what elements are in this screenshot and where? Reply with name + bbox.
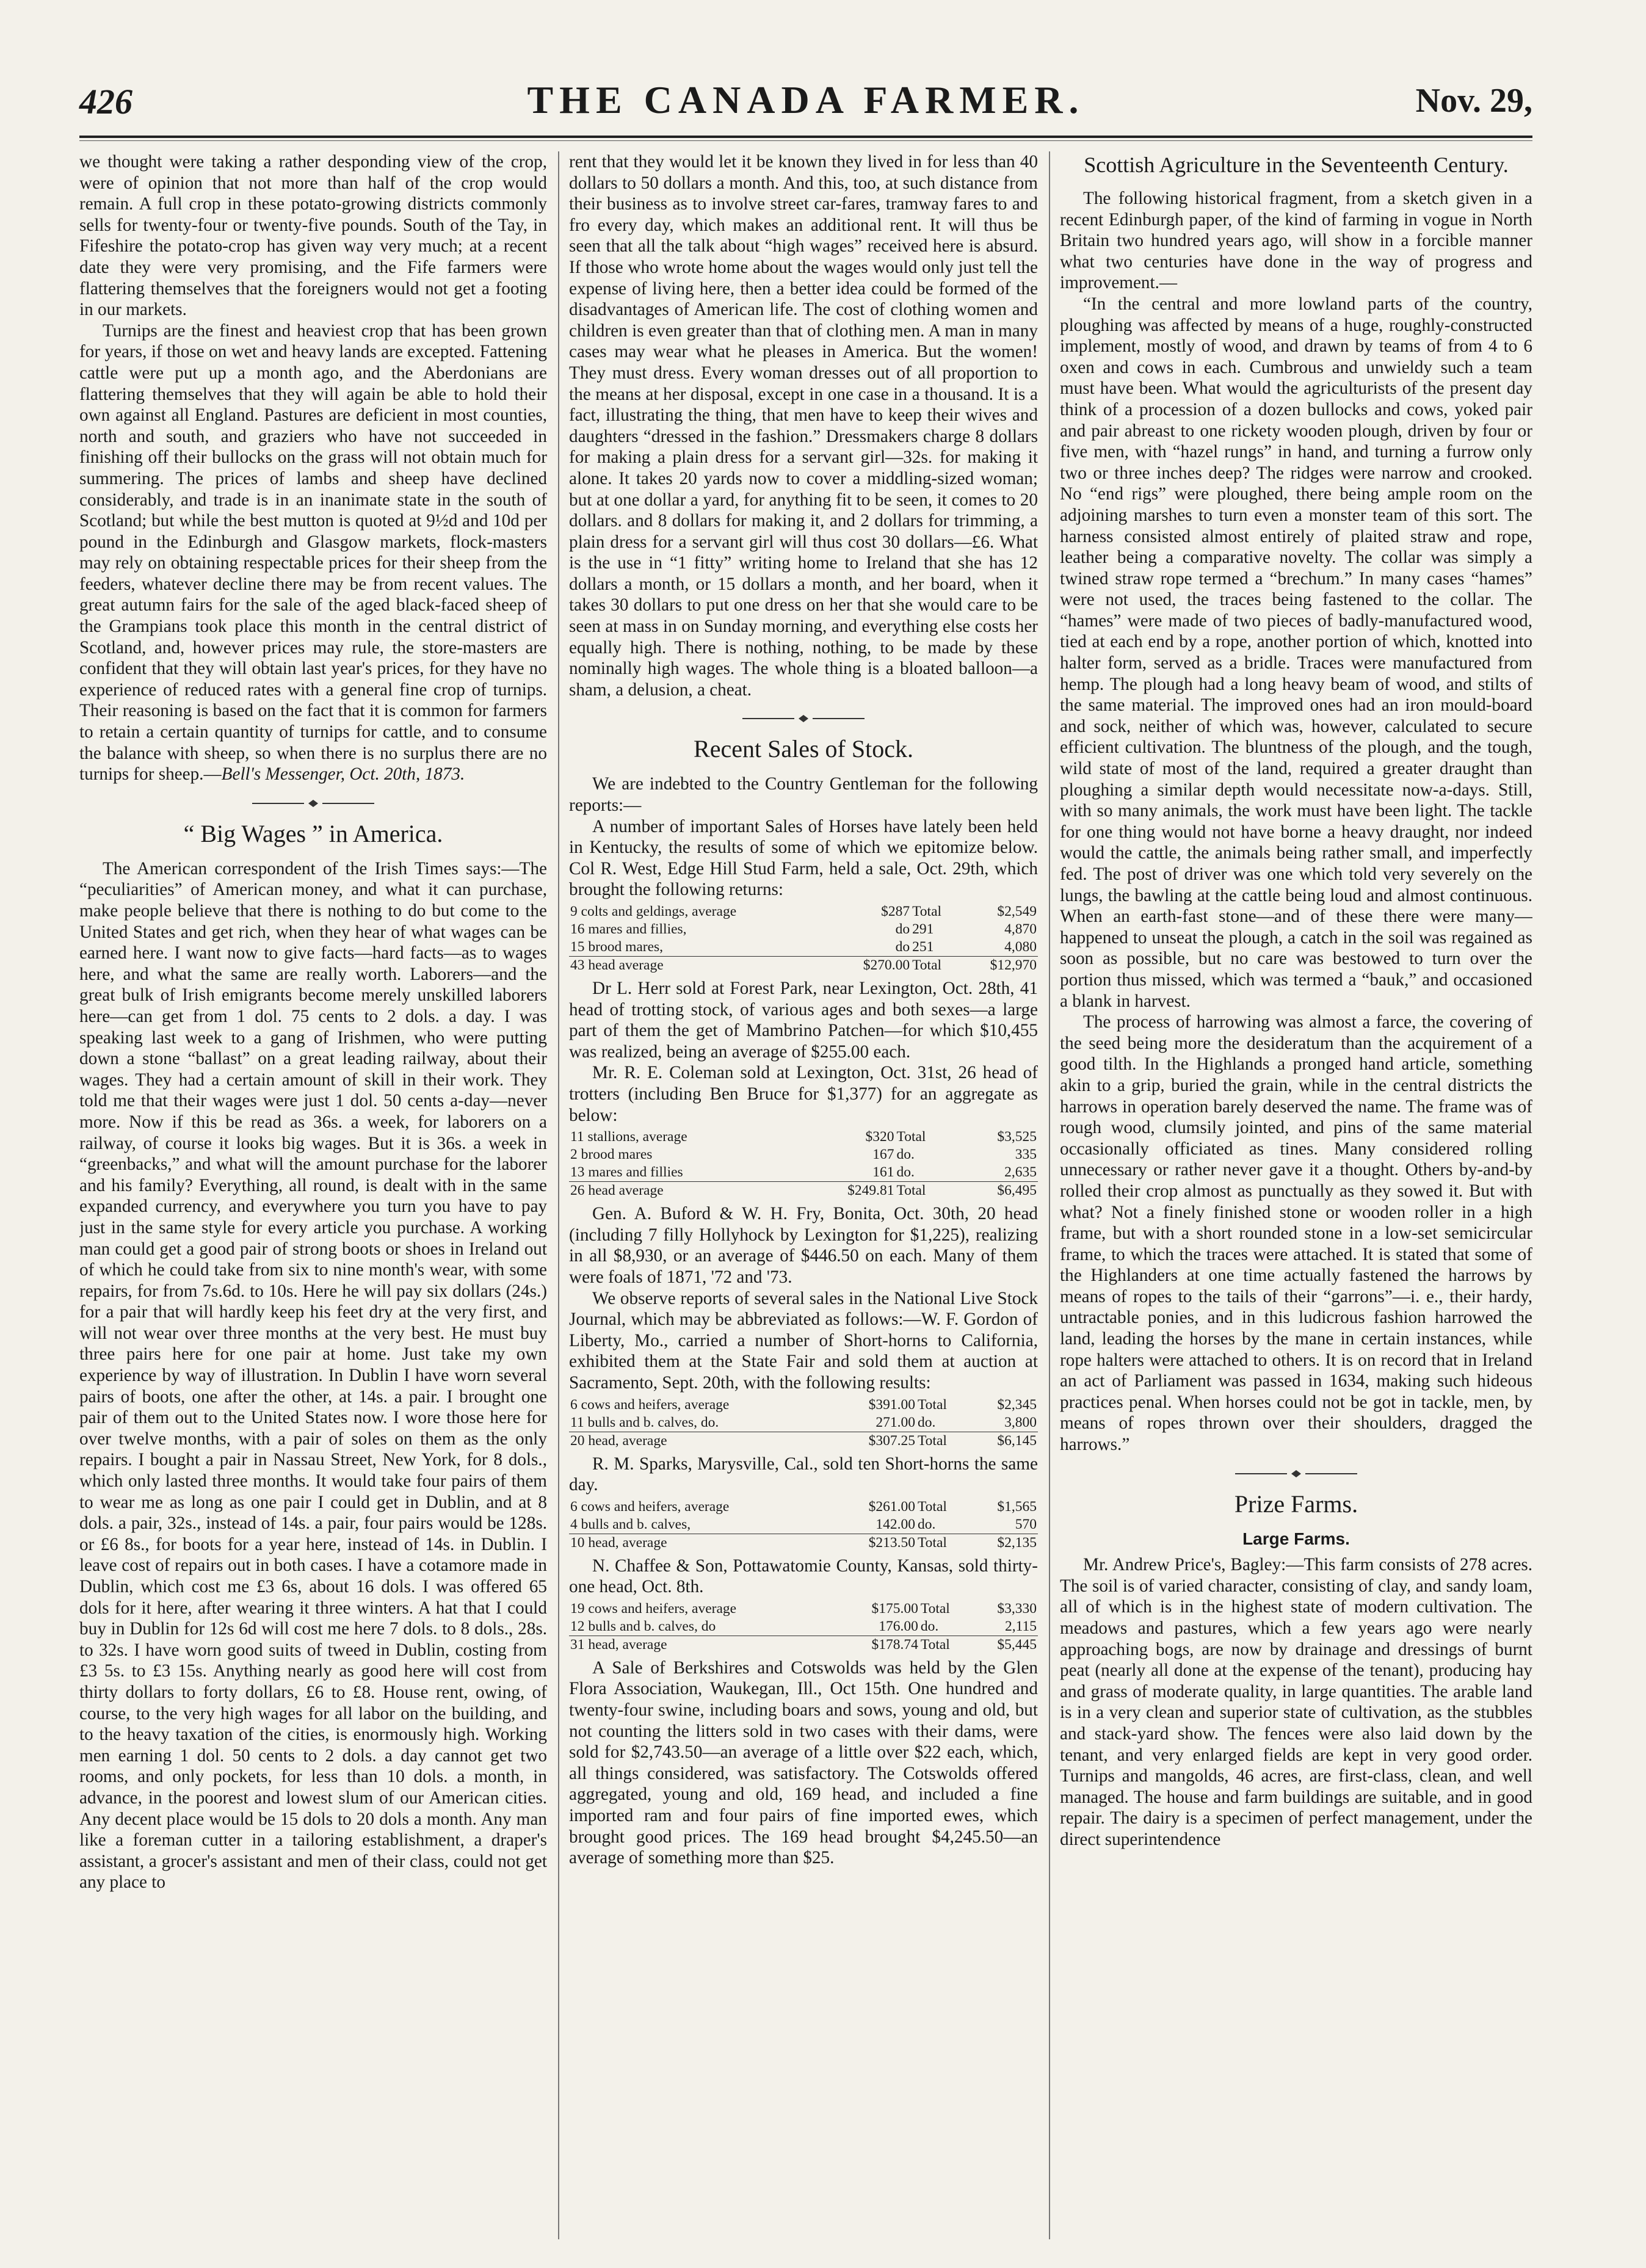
table-cell: $270.00 <box>834 957 911 975</box>
table-cell: 142.00 <box>876 1516 915 1532</box>
paragraph: Mr. Andrew Price's, Bagley:—This farm consists of 278 acres. The soil is of varied character, consisting of clay, and sandy loam, all of which is in the highest state of modern cultivation. The meadows and pastures, which a few years ago were nearly approaching bogs, are now by drainage and dressings of burnt peat (nearly all done at the expense of the tenant), producing hay and grass of moderate quality, in large quantities. The arable land is in a very clean and superior state of cultivation, as the stubbles and stack-yard show. The fences were also laid down by the tenant, and very enlarged fields are kept in very good order. Turnips and mangolds, 46 acres, are first-class, clean, and well managed. The house and farm buildings are suitable, and in good repair. The dairy is a specimen of perfect management, under the direct superintendence <box>1060 1555 1532 1849</box>
table-cell: 176.00 <box>879 1618 918 1634</box>
table-cell: 570 <box>1015 1516 1037 1532</box>
paragraph: The American correspondent of the Irish Times says:—The “peculiarities” of American money, and what it can purchase, make people believe that there is nothing to do but come to the United States and get rich, when they hear of what wages can be earned here. I want now to give facts—hard facts—as to wages here, and what the same are really worth. Laborers—and the great bulk of Irish emigrants become merely unskilled laborers here—can get from 1 dol. 75 cents to 2 dols. a day. I was speaking last week to a gang of Irishmen, who were putting down a stone “ballast” on a great leading railway, about their wages. They had a certain amount of skill in their work. They told me that their wages were just 1 dol. 50 cents a-day—never more. Now if this be read as 36s. a week, for laborers on a railway, of course it looks big wages. But it is 36s. a week in “greenbacks,” and what will the amount purchase for the laborer and his family? Everything, all round, is dealt with in the same expanded currency, and everywhere you turn you have to pay just in the same style for every article you purchase. A working man could get a good pair of strong boots or shoes in Ireland out of which he could take from six to nine month's wear, with some repairs, for from 7s.6d. to 10s. Here he will pay six dollars (24s.) for a pair that will hardly keep his feet dry at the very first, and will not wear over three months at the very best. He must buy three pairs here for one pair at home. Just take my own experience by way of illustration. In Dublin I have worn several pairs of boots, one after the other, at 14s. a pair. I brought one pair of them out to the United States now. I wore those here for over twelve months, with a pair of soles on them as the only repairs. I bought a pair in Nassau Street, New York, for 8 dols., which only lasted three months. It would take four pairs of them to wear me as long as one pair I could get in Dublin, and at 8 dols. a pair, 32s., instead of 14s. a pair, four pairs would be 128s. or £6 8s., for boots for a year here, instead of 14s. in Dublin. I leave cost of repairs out in both cases. I have a cotamore made in Dublin, which cost me £3 6s, about 16 dols. I was offered 65 dols for it here, after wearing it three winters. A hat that I could buy in Dublin for 12s 6d will cost me here 7 dols. to 8 dols., 28s. to 32s. I have worn good suits of tweed in Dublin, costing from £3 5s. to £3 15s. Anything nearly as good here will cost from thirty dollars to forty dollars, £6 to £8. House rent, owing, of course, to the very high wages for all labor on the building, and to the heavy taxation of the cities, is enormously high. Working men earning 1 dol. 50 cents to 2 dols. a day cannot get two rooms, and only pockets, for less than 10 dols. a month, in advance, in the poorest and lowest slum of our American cities. Any decent place would be 15 dols to 20 dols a month. Any man like a foreman cutter in a tailoring establishment, a draper's assistant, a grocer's assistant and men of their class, could not get any place to <box>79 858 547 1893</box>
paragraph-text: Turnips are the finest and heaviest crop that has been grown for years, if those on wet and heavy lands are excepted. Fattening cattle were put up a month ago, and the Aberdonians are flattering themselves that they will again be able to hold their own against all England. Pastures are deficient in most counties, north and south, and graziers who have not succeeded in finishing off their bullocks on the grass will not obtain much for summering. The prices of lambs and sheep have declined considerably, and trade is in an inanimate state in the south of Scotland; but while the best mutton is quoted at 9½d and 10d per pound in the Edinburgh and Glasgow markets, flock-masters may rely on obtaining respectable prices for their sheep from the feeders, whatever decline there may be from recent values. The great autumn fairs for the sale of the aged black-faced sheep of the Grampians took place this month in the central district of Scotland, and, however prices may rule, the store-masters are confident that they will obtain last year's prices, for they have no experience of reduced rates with a general fine crop of turnips. Their reasoning is based on the fact that it is common for farmers to retain a certain quantity of turnips for cattle, and to consume the balance with sheep, so when there is no surplus there are no turnips for sheep.— <box>79 321 547 784</box>
paragraph: Mr. R. E. Coleman sold at Lexington, Oct. 31st, 26 head of trotters (including Ben Bruce for $1,377) for an aggregate as below: <box>569 1063 1038 1125</box>
sales-table <box>569 1396 1038 1450</box>
table-cell: Total <box>917 1498 947 1515</box>
table-cell: 6 cows and heifers, average <box>570 1498 730 1515</box>
article-subheading: Large Farms. <box>1242 1529 1350 1548</box>
table-cell: 2 brood mares <box>570 1147 653 1163</box>
table-cell: $249.81 <box>800 1182 896 1200</box>
article-heading: “ Big Wages ” in America. <box>183 819 443 847</box>
paragraph: rent that they would let it be known they lived in for less than 40 dollars to 50 dollars a month. And this, too, at such distance from their business as to involve street car-fares, tramway fares to and fro every day, which makes an additional rent. It will thus be seen that all the talk about “high wages” received here is absurd. If those who wrote home about the wages would only just tell the expense of living here, then a better idea could be formed of the disadvantages of American life. The cost of clothing women and children is even greater than that of clothing men. A man in many cases may wear what he pleases in America. But the women! They must dress. Every woman dresses out of all proportion to the means at her disposal, except in one case in a thousand. It is a fact, illustrating the thing, that men have to keep their wives and daughters “dressed in the fashion.” Dressmakers charge 8 dollars for making a plain dress for a servant girl—32s. for making it alone. It takes 20 yards now to cover a middling-sized woman; but at one dollar a yard, for anything fit to be seen, it comes to 20 dollars. and 8 dollars for making it, and 2 dollars for trimming, a plain dress for a servant girl will thus cost 30 dollars—£6. What is the use in “1 fitty” writing home to Ireland that she has 12 dollars a month, or 15 dollars a month, and her board, when it takes 30 dollars to put one dress on her that she would care to be seen at mass in on Sunday morning, and everything else costs her equally high. There is nothing, nothing, to be made by these nominally high wages. The whole thing is a bloated balloon—a sham, a delusion, a cheat. <box>569 152 1038 700</box>
table-cell: Total <box>911 957 961 975</box>
table-cell: $307.25 <box>835 1432 916 1450</box>
table-cell: 20 head, average <box>569 1432 835 1450</box>
paragraph: “In the central and more lowland parts of the country, ploughing was affected by means of a huge, roughly-constructed implement, mostly of wood, and drawn by teams of from 4 to 6 oxen and cows in each. Cumbrous and unwieldy such a team must have been. What would the agriculturists of the present day think of a procession of a dozen bullocks and cows, yoked pair and pair abreast to one rickety wooden plough, driven by four or five men, with “hazel rungs” in hand, and turning a furrow only two or three inches deep? The ridges were narrow and crooked. No “end rigs” were ploughed, there being ample room on the adjoining marshes to turn even a monster team of this sort. The harness consisted almost entirely of plaited straw and rope, leather being a comparative novelty. The collar was simply a twined straw rope termed a “brechum.” In many cases “hames” were not used, the traces being fastened to the collar. The “hames” were made of two pieces of badly-manufactured wood, tied at each end by a rope, another portion of which, knotted into halter form, served as a bridle. Traces were manufactured from hemp. The plough had a long heavy beam of wood, and stilts of the same material. The improved ones had an iron mould-board and sock, neither of which was, however, calculated to secure efficient cultivation. The bluntness of the plough, and the tough, wild state of most of the land, required a greater draught than ploughing a similar depth would necessitate now-a-days. Still, with so many animals, the work must have been light. The tackle for one thing would not have borne a heavy draught, nor indeed would the cattle, the animals being rather small, and imperfectly fed. The post of driver was one which told very severely on the lungs, the bawling at the cattle being loud and almost continuous. When an earth-fast stone—and of these there were many—happened to unseat the plough, a catch in the soil was regained as soon as possible, but no care was bestowed to turn over the portion thus missed, which was termed a “bauk,” and occasioned a blank in harvest. <box>1060 294 1532 1011</box>
paragraph <box>79 321 547 785</box>
table-cell: $5,445 <box>971 1636 1039 1654</box>
table-cell: 3,800 <box>1004 1414 1037 1430</box>
paragraph: We are indebted to the Country Gentleman for the following reports:— <box>569 774 1038 816</box>
header-rule <box>79 136 1532 138</box>
table-cell: 291 <box>912 921 934 937</box>
table-cell: do. <box>896 1147 915 1163</box>
table-cell: 12 bulls and b. calves, do <box>570 1618 716 1634</box>
table-row <box>569 1636 1038 1654</box>
table-cell: $178.74 <box>840 1636 919 1654</box>
table-cell: Total <box>920 1600 950 1617</box>
table-cell: do. <box>896 1164 915 1181</box>
table-cell: $3,330 <box>997 1600 1037 1617</box>
column-divider <box>558 151 559 2239</box>
table-cell: 167 <box>872 1147 894 1163</box>
table-cell: do. <box>920 1618 939 1634</box>
table-cell: $175.00 <box>871 1600 918 1617</box>
source-citation: Bell's Messenger, Oct. 20th, 1873. <box>221 764 465 784</box>
paragraph: N. Chaffee & Son, Pottawatomie County, Kansas, sold thirty-one head, Oct. 8th. <box>569 1556 1038 1597</box>
column-1 <box>79 151 547 2245</box>
table-cell: 2,115 <box>1004 1618 1037 1634</box>
table-row <box>569 1516 1038 1534</box>
table-cell: 251 <box>912 939 934 955</box>
table-cell: 6 cows and heifers, average <box>570 1396 730 1413</box>
table-cell: do <box>895 921 910 937</box>
table-cell: $391.00 <box>868 1396 915 1413</box>
paragraph: Dr L. Herr sold at Forest Park, near Lexington, Oct. 28th, 41 head of trotting stock, of various ages and both sexes—a large part of them the get of Mambrino Patchen—for which $10,455 was realized, being an average of $255.00 each. <box>569 979 1038 1062</box>
table-cell: $287 <box>881 904 910 919</box>
paragraph: A Sale of Berkshires and Cotswolds was held by the Glen Flora Association, Waukegan, Ill., Oct 15th. One hundred and twenty-four swine, including boars and sows, young and old, but not counting the litters sold in two cases with their dams, were sold for $2,743.50—an average of a little over $22 each, which, all things considered, was satisfactory. The Cotswolds offered aggregated, young and old, 169 head, and included a fine imported ram and four pairs of fine imported ewes, which brought good prices. The 169 head brought $4,245.50—an average of something more than $25. <box>569 1658 1038 1868</box>
table-cell: 10 head, average <box>569 1534 835 1552</box>
table-cell: $3,525 <box>997 1129 1037 1145</box>
table-cell: 271.00 <box>876 1414 915 1430</box>
table-cell: 16 mares and fillies, <box>570 921 687 937</box>
table-cell: $2,135 <box>969 1534 1038 1552</box>
sales-table <box>569 1128 1038 1200</box>
table-cell: Total <box>916 1534 969 1552</box>
table-row <box>569 1600 1038 1618</box>
paragraph: We observe reports of several sales in the National Live Stock Journal, which may be abbreviated as follows:—W. F. Gordon of Liberty, Mo., carried a number of Short-horns to California, exhibited them at the State Fair and sold them at auction at Sacramento, Sept. 20th, with the following results: <box>569 1288 1038 1393</box>
table-row <box>569 1534 1038 1552</box>
table-cell: 4 bulls and b. calves, <box>570 1516 691 1532</box>
table-row <box>569 1146 1038 1164</box>
table-cell: $2,345 <box>997 1396 1037 1413</box>
table-cell: 43 head average <box>569 957 834 975</box>
table-cell: Total <box>896 1129 926 1145</box>
table-cell: Total <box>917 1396 947 1413</box>
table-row <box>569 938 1038 957</box>
table-cell: $213.50 <box>835 1534 916 1552</box>
running-header <box>79 76 1532 131</box>
table-row <box>569 957 1038 975</box>
issue-date: Nov. 29, <box>1415 82 1532 120</box>
table-cell: do. <box>917 1414 936 1430</box>
ornament-divider <box>1235 1469 1357 1479</box>
paragraph: we thought were taking a rather desponding view of the crop, were of opinion that not more than half of the crop would remain. A full crop in these potato-growing districts commonly sells for twenty-four or twenty-five pounds. South of the Tay, in Fifeshire the potato-crop has given way very much; at a recent date they were very promising, and the Fife farmers were flattering themselves that the foreigners would not get a footing in our markets. <box>79 152 547 320</box>
table-cell: Total <box>895 1182 957 1200</box>
table-cell: $6,495 <box>957 1182 1038 1200</box>
table-row <box>569 1164 1038 1182</box>
table-row <box>569 1182 1038 1200</box>
sales-table <box>569 1498 1038 1552</box>
table-cell: 19 cows and heifers, average <box>570 1600 737 1617</box>
article-heading: Recent Sales of Stock. <box>694 735 913 763</box>
header-rule-thin <box>79 140 1532 141</box>
column-2 <box>569 151 1038 2245</box>
table-row <box>569 1432 1038 1450</box>
table-cell: 11 bulls and b. calves, do. <box>570 1414 719 1430</box>
table-cell: 2,635 <box>1004 1164 1037 1181</box>
sales-table <box>569 1600 1038 1654</box>
table-cell: 335 <box>1015 1147 1037 1163</box>
paragraph: The following historical fragment, from a sketch given in a recent Edinburgh paper, of the kind of farming in vogue in North Britain two hundred years ago, will show in a forcible manner what two centuries have done in the way of progress and improvement.— <box>1060 189 1532 293</box>
table-cell: 4,870 <box>1004 921 1037 937</box>
table-cell: do <box>895 939 910 955</box>
paragraph: Gen. A. Buford & W. H. Fry, Bonita, Oct. 30th, 20 head (including 7 filly Hollyhock by Lexington for $1,225), realizing in all $8,930, or an average of $446.50 on each. Many of them were foals of 1871, '72 and '73. <box>569 1204 1038 1287</box>
ornament-divider <box>252 799 374 808</box>
table-cell: $12,970 <box>961 957 1038 975</box>
page-number: 426 <box>79 82 132 121</box>
table-cell: $2,549 <box>997 904 1037 919</box>
sales-table <box>569 903 1038 974</box>
table-row <box>569 1414 1038 1432</box>
paragraph: R. M. Sparks, Marysville, Cal., sold ten Short-horns the same day. <box>569 1454 1038 1495</box>
masthead-title: THE CANADA FARMER. <box>527 78 1085 121</box>
table-row <box>569 921 1038 938</box>
table-row <box>569 1128 1038 1146</box>
table-cell: Total <box>919 1636 971 1654</box>
table-cell: Total <box>916 1432 969 1450</box>
paragraph: A number of important Sales of Horses have lately been held in Kentucky, the results of some of which we epitomize below. Col R. West, Edge Hill Stud Farm, held a sale, Oct. 29th, which brought the following returns: <box>569 816 1038 900</box>
table-cell: 11 stallions, average <box>570 1129 687 1145</box>
table-cell: 31 head, average <box>569 1636 840 1654</box>
table-row <box>569 1618 1038 1636</box>
article-heading: Prize Farms. <box>1234 1490 1358 1518</box>
table-cell: 26 head average <box>569 1182 800 1200</box>
table-cell: Total <box>912 904 942 919</box>
table-cell: 4,080 <box>1004 939 1037 955</box>
paragraph: The process of harrowing was almost a farce, the covering of the seed being more the desideratum than the acquirement of a good tilth. In the Highlands a pronged hand article, something akin to a grip, buried the grain, while in the central districts the harrows in operation barely deserved the name. The frame was of rough wood, clumsily jointed, and pins of the same material occasionally officiated as tines. Many considered rolling unnecessary or rather never gave it a thought. Others by-and-by rolled their crop almost as punctually as they sowed it. But with what? Not a finely finished stone or wooden roller in a high frame, but with a short rounded stone in a low-set semicircular frame, to which the traces were attached. It is stated that some of the Highlanders at one time actually fastened the harrows by means of ropes to the tails of their “garrons”—i. e., their hardy, untractable ponies, and in this ludicrous fashion harrowed the land, leading the horses by the mane in certain instances, while rope halters were attached to others. It is on record that in Ireland an act of Parliament was passed in 1634, making such hideous practices penal. When horses could not be got in tackle, men, by means of ropes thrown over their shoulders, dragged the harrows.” <box>1060 1012 1532 1455</box>
table-cell: $320 <box>865 1129 894 1145</box>
table-cell: 13 mares and fillies <box>570 1164 683 1181</box>
column-divider <box>1049 151 1050 2239</box>
table-cell: do. <box>917 1516 936 1532</box>
table-cell: 9 colts and geldings, average <box>570 904 737 919</box>
article-heading: Scottish Agriculture in the Seventeenth Century. <box>1084 153 1509 177</box>
ornament-divider <box>742 714 865 723</box>
table-cell: $1,565 <box>997 1498 1037 1515</box>
column-3 <box>1060 151 1532 2245</box>
table-row <box>569 903 1038 921</box>
table-cell: $261.00 <box>868 1498 915 1515</box>
table-cell: 15 brood mares, <box>570 939 664 955</box>
table-row <box>569 1396 1038 1414</box>
table-row <box>569 1498 1038 1516</box>
table-cell: 161 <box>872 1164 894 1181</box>
table-cell: $6,145 <box>969 1432 1038 1450</box>
